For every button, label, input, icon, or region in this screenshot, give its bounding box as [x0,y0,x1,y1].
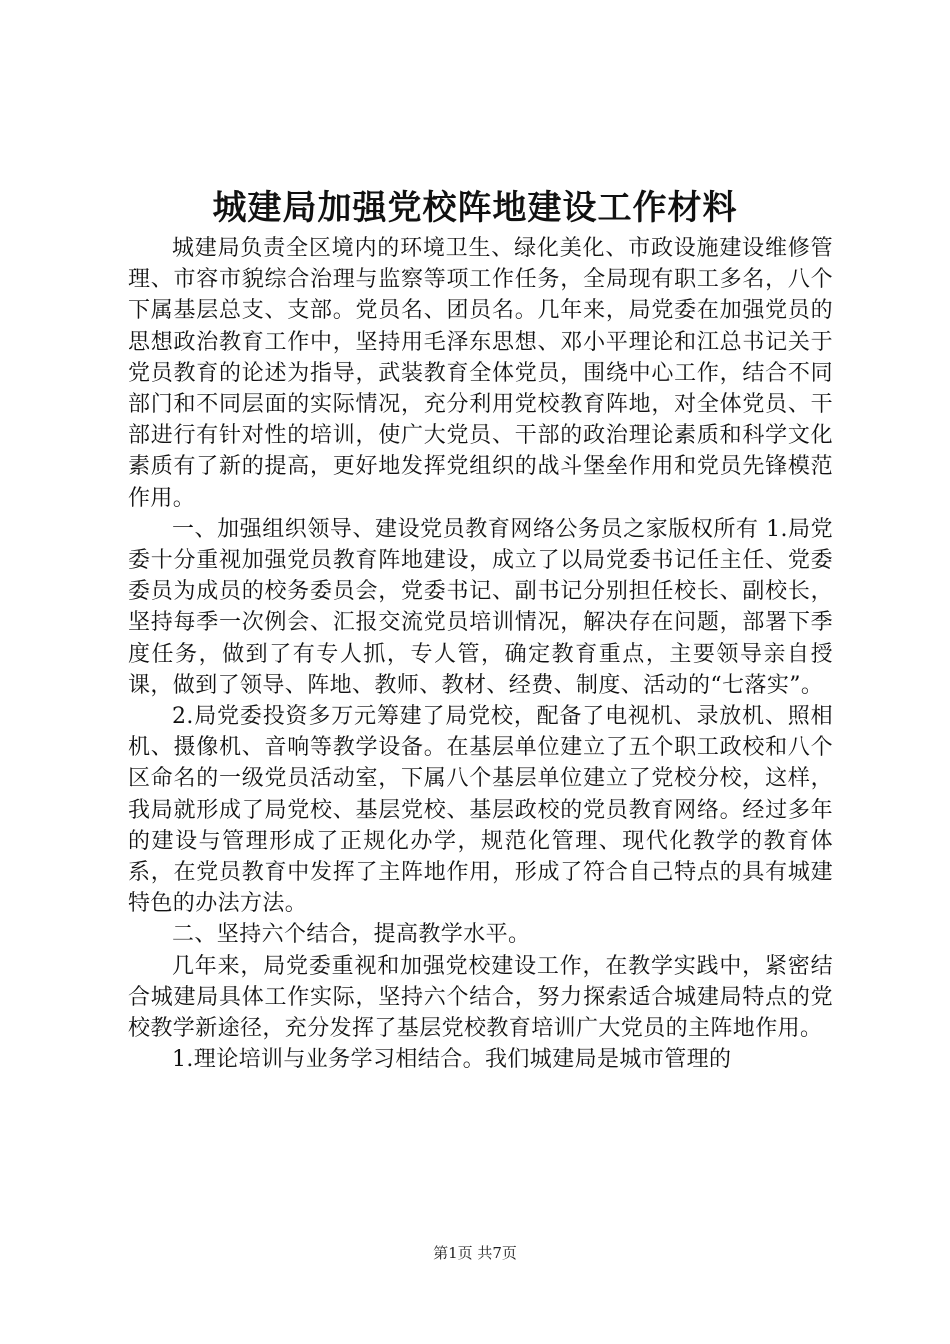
section-heading-2: 二、坚持六个结合，提高教学水平。 [172,922,531,948]
paragraph-intro: 城建局负责全区境内的环境卫生、绿化美化、市政设施建设维修管理、市容市貌综合治理与监察等项工作任务，全局现有职工多名，八个下属基层总支、支部。党员名、团员名。几年来，局党委在加强党员的思想政治教育工作中，坚持用毛泽东思想、邓小平理论和江总书记关于党员教育的论述为指导，武装教育全体党员，围绕中心工作，结合不同部门和不同层面的实际情况，充分利用党校教育阵地，对全体党员、干部进行有针对性的培训，使广大党员、干部的政治理论素质和科学文化素质有了新的提高，更好地发挥党组织的战斗堡垒作用和党员先锋模范作用。 [128,236,833,511]
paragraph-section-1: 一、加强组织领导、建设党员教育网络公务员之家版权所有 1.局党委十分重视加强党员教育阵地建设，成立了以局党委书记任主任、党委委员为成员的校务委员会，党委书记、副书记分别担任校长、副校长，坚持每季一次例会、汇报交流党员培训情况，解决存在问题，部署下季度任务，做到了有专人抓，专人管，确定教育重点，主要领导亲自授课，做到了领导、阵地、教师、教材、经费、制度、活动的“七落实”。 [128,516,833,698]
paragraph-section-1-item-2: 2.局党委投资多万元筹建了局党校，配备了电视机、录放机、照相机、摄像机、音响等教学设备。在基层单位建立了五个职工政校和八个区命名的一级党员活动室，下属八个基层单位建立了党校分校，这样，我局就形成了局党校、基层党校、基层政校的党员教育网络。经过多年的建设与管理形成了正规化办学，规范化管理、现代化教学的教育体系，在党员教育中发挥了主阵地作用，形成了符合自己特点的具有城建特色的办法方法。 [128,704,833,917]
paragraph-section-2: 几年来，局党委重视和加强党校建设工作，在教学实践中，紧密结合城建局具体工作实际，坚持六个结合，努力探索适合城建局特点的党校教学新途径，充分发挥了基层党校教育培训广大党员的主阵地作用。 [128,953,833,1042]
document-body [128,233,833,1075]
page-number: 第1页 共7页 [433,1244,517,1262]
document-title: 城建局加强党校阵地建设工作材料 [212,188,738,228]
paragraph-section-2-item-1: 1.理论培训与业务学习相结合。我们城建局是城市管理的 [172,1047,732,1073]
